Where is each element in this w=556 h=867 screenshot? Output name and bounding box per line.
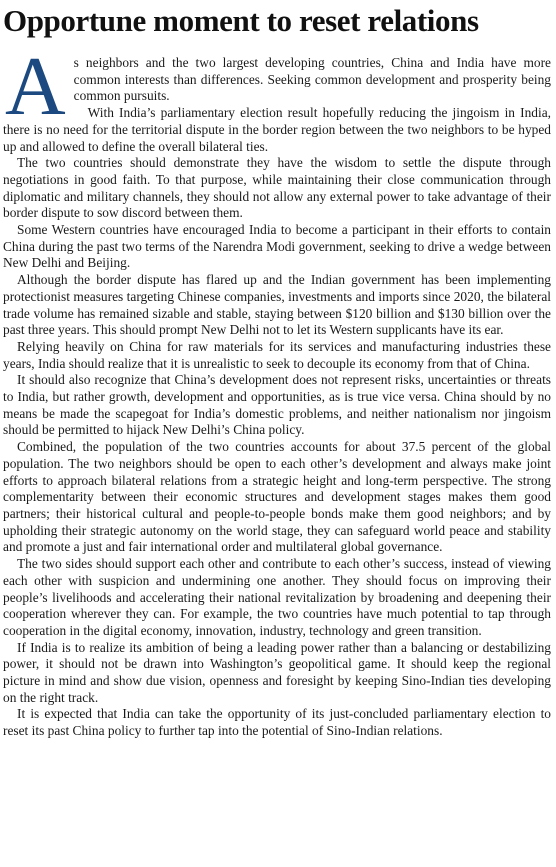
paragraph: If India is to realize its ambition of being a leading power rather than a balancing or destabilizing power, it should not be drawn into Washington’s geopolitical game. It should keep the regional picture in mind and show due vision, openness and foresight by keeping Sino-Indian ties developing on the right track. <box>3 639 551 705</box>
drop-cap: A <box>5 40 66 133</box>
paragraph: The two sides should support each other and contribute to each other’s success, instead of viewing each other with suspicion and undermining one another. They should focus on improving their people’s livelihoods and accelerating their national revitalization by broadening and deepening their cooperation wherever they can. For example, the two countries have much potential to tap through cooperation in the digital economy, innovation, industry, technology and green transition. <box>3 556 551 638</box>
headline: Opportune moment to reset relations <box>3 3 479 38</box>
paragraph: It is expected that India can take the opportunity of its just-concluded parliamentary election to reset its past China policy to further tap into the potential of Sino-Indian relations. <box>3 706 551 739</box>
paragraph: Although the border dispute has flared up and the Indian government has been implementing protectionist measures targeting Chinese companies, investments and imports since 2020, the bilateral trade volume has remained sizable and stable, staying between $120 billion and $130 billion over the past three years. This should prompt New Delhi not to let its Western supplicants have its ear. <box>3 272 551 338</box>
paragraph: Relying heavily on China for raw materials for its services and manufacturing industries these years, India should realize that it is unrealistic to seek to decouple its economy from that of China. <box>3 338 551 371</box>
paragraph: With India’s parliamentary election result hopefully reducing the jingoism in India, there is no need for the territorial dispute in the border region between the two neighbors to be hyped up and allowed to define the overall bilateral ties. <box>3 105 551 154</box>
article-body <box>3 40 551 740</box>
paragraph: It should also recognize that China’s development does not represent risks, uncertainties or threats to India, but rather growth, development and opportunities, as is true vice versa. China should by no means be made the scapegoat for India’s domestic problems, and neither nationalism nor jingoism should be permitted to hijack New Delhi’s China policy. <box>3 372 551 438</box>
paragraph: The two countries should demonstrate they have the wisdom to settle the dispute through negotiations in good faith. To that purpose, while maintaining their close communication through diplomatic and military channels, they should not allow any external power to take advantage of their border dispute to sow discord between them. <box>3 155 551 221</box>
paragraph-1-text: s neighbors and the two largest developing countries, China and India have more common interests than differences. Seeking common development and prosperity being common pursuits. <box>73 55 551 104</box>
paragraph: Combined, the population of the two countries accounts for about 37.5 percent of the global population. The two neighbors should be open to each other’s development and always make joint efforts to approach bilateral relations from a strategic height and long-term perspective. The strong complementarity between their economic structures and development stages makes them good partners; their historical cultural and people-to-people bonds make them good neighbors; and by upholding their strategic autonomy on the world stage, they can safeguard world peace and stability and promote a just and fair international order and multilateral global governance. <box>3 439 551 555</box>
paragraph: Some Western countries have encouraged India to become a participant in their efforts to contain China during the past two terms of the Narendra Modi government, seeking to drive a wedge between New Delhi and Beijing. <box>3 222 551 271</box>
